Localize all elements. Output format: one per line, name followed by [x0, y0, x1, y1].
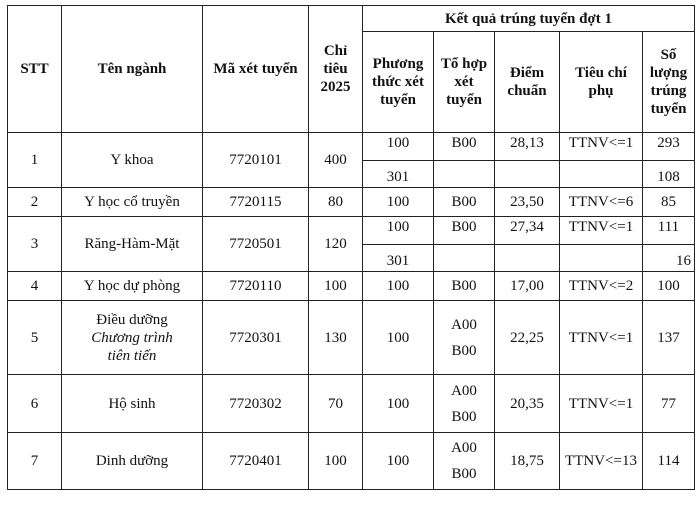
row-name: Hộ sinh	[62, 375, 203, 433]
table-row	[8, 133, 695, 161]
row-combo-cell	[434, 375, 495, 433]
row-stt: 1	[8, 133, 62, 188]
row-code: 7720302	[203, 375, 309, 433]
row-combo-2: B00	[451, 466, 477, 482]
empty-cell	[434, 161, 495, 188]
row-criterion: TTNV<=1	[560, 375, 643, 433]
row-name-program: Chương trình	[91, 329, 173, 346]
header-tieu-chi: Tiêu chí phụ	[560, 32, 643, 133]
empty-cell	[560, 245, 643, 272]
row-name-program-cont: tiên tiến	[107, 347, 157, 364]
row-name: Y học dự phòng	[62, 272, 203, 301]
row-combo-cell	[434, 301, 495, 375]
table-row	[8, 301, 695, 375]
row-score: 18,75	[495, 433, 560, 490]
row-count: 77	[643, 375, 695, 433]
row-count: 137	[643, 301, 695, 375]
row-count: 16	[643, 245, 695, 272]
row-code: 7720110	[203, 272, 309, 301]
row-quota: 100	[309, 272, 363, 301]
row-criterion: TTNV<=13	[560, 433, 643, 490]
row-count: 111	[643, 217, 695, 245]
header-to-hop: Tổ hợp xét tuyển	[434, 32, 495, 133]
admission-results-table	[7, 5, 695, 490]
row-score: 23,50	[495, 188, 560, 217]
row-method: 100	[363, 301, 434, 375]
header-ten-nganh: Tên ngành	[62, 6, 203, 133]
row-quota: 70	[309, 375, 363, 433]
row-combo-2: B00	[451, 408, 477, 425]
row-count: 114	[643, 433, 695, 490]
header-chi-tieu: Chỉ tiêu 2025	[309, 6, 363, 133]
row-count: 85	[643, 188, 695, 217]
empty-cell	[495, 161, 560, 188]
row-code: 7720501	[203, 217, 309, 272]
row-combo: B00	[434, 217, 495, 245]
row-name: Y học cổ truyền	[62, 188, 203, 217]
row-method: 100	[363, 217, 434, 245]
row-code: 7720301	[203, 301, 309, 375]
header-phuong-thuc: Phương thức xét tuyển	[363, 32, 434, 133]
row-score: 27,34	[495, 217, 560, 245]
row-method: 100	[363, 375, 434, 433]
table-row	[8, 272, 695, 301]
row-name: Dinh dưỡng	[62, 433, 203, 490]
row-combo: B00	[434, 272, 495, 301]
row-name: Y khoa	[62, 133, 203, 188]
row-stt: 6	[8, 375, 62, 433]
header-so-luong: Số lượng trúng tuyển	[643, 32, 695, 133]
row-stt: 4	[8, 272, 62, 301]
empty-cell	[495, 245, 560, 272]
row-code: 7720401	[203, 433, 309, 490]
row-quota: 130	[309, 301, 363, 375]
table-row	[8, 188, 695, 217]
row-code: 7720101	[203, 133, 309, 188]
table-row	[8, 217, 695, 245]
row-quota: 120	[309, 217, 363, 272]
row-quota: 80	[309, 188, 363, 217]
empty-cell	[434, 245, 495, 272]
row-criterion: TTNV<=1	[560, 133, 643, 161]
row-quota: 400	[309, 133, 363, 188]
row-combo: A00	[451, 316, 477, 333]
row-count: 100	[643, 272, 695, 301]
row-method: 301	[363, 161, 434, 188]
row-stt: 3	[8, 217, 62, 272]
row-combo: A00	[451, 440, 477, 456]
row-name-cell	[62, 301, 203, 375]
row-combo-2: B00	[451, 342, 477, 359]
row-combo: A00	[451, 382, 477, 399]
row-combo: B00	[434, 133, 495, 161]
row-stt: 5	[8, 301, 62, 375]
row-score: 20,35	[495, 375, 560, 433]
row-count: 108	[643, 161, 695, 188]
row-code: 7720115	[203, 188, 309, 217]
header-ket-qua-group: Kết quả trúng tuyển đợt 1	[363, 6, 695, 32]
row-criterion: TTNV<=1	[560, 217, 643, 245]
row-score: 22,25	[495, 301, 560, 375]
row-criterion: TTNV<=1	[560, 301, 643, 375]
row-stt: 7	[8, 433, 62, 490]
row-method: 301	[363, 245, 434, 272]
row-combo: B00	[434, 188, 495, 217]
row-stt: 2	[8, 188, 62, 217]
row-score: 17,00	[495, 272, 560, 301]
row-criterion: TTNV<=2	[560, 272, 643, 301]
row-criterion: TTNV<=6	[560, 188, 643, 217]
row-name: Điều dưỡng	[96, 311, 168, 328]
header-stt: STT	[8, 6, 62, 133]
row-method: 100	[363, 133, 434, 161]
table-row	[8, 433, 695, 490]
table-row	[8, 375, 695, 433]
row-method: 100	[363, 272, 434, 301]
header-diem-chuan: Điểm chuẩn	[495, 32, 560, 133]
row-quota: 100	[309, 433, 363, 490]
header-ma-xet-tuyen: Mã xét tuyển	[203, 6, 309, 133]
row-count: 293	[643, 133, 695, 161]
row-method: 100	[363, 433, 434, 490]
row-method: 100	[363, 188, 434, 217]
row-name: Răng-Hàm-Mặt	[62, 217, 203, 272]
empty-cell	[560, 161, 643, 188]
row-combo-cell	[434, 433, 495, 490]
row-score: 28,13	[495, 133, 560, 161]
